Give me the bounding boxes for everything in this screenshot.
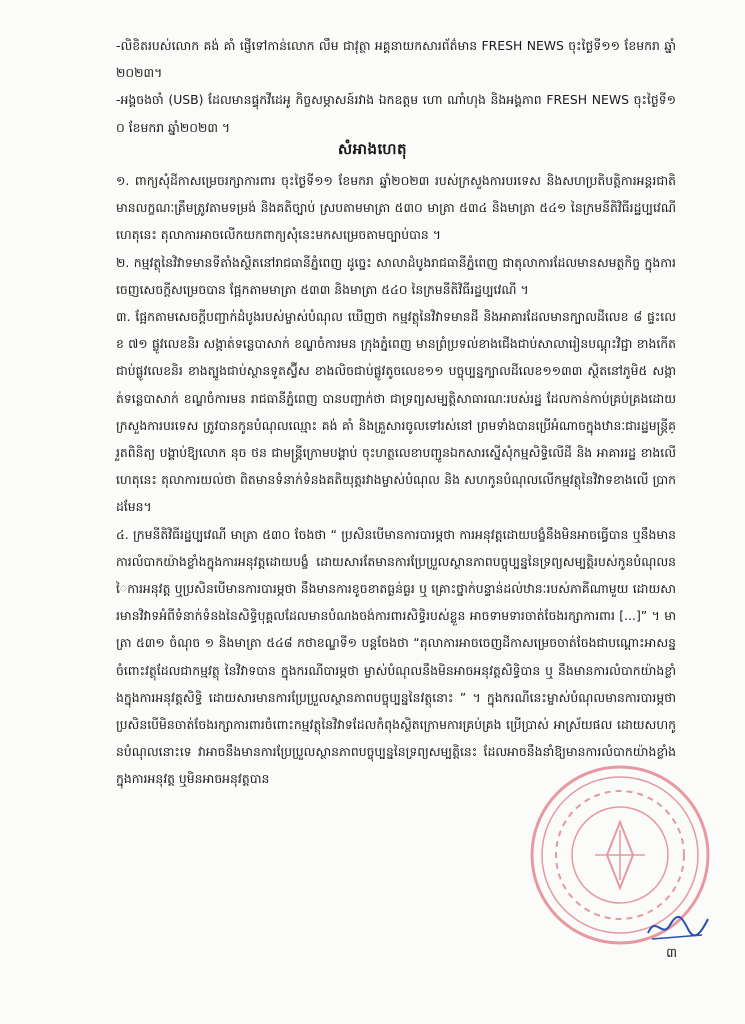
page-number: ៣ [666,946,678,961]
signature-mark [642,905,712,945]
reasoning-paragraph-2: ២. កម្មវត្ថុនៃវិវាទមានទីតាំងស្ថិតនៅរាជធានីភ្នំពេញ ដូច្នេះ សាលាដំបូងរាជធានីភ្នំពេញ ជាតុលាការដែលមានសមត្ថកិច្ច ក្នុងការចេញសេចក្តីសម្រេចបាន ផ្អែកតាមមាត្រា ៥៣៣ និងមាត្រា ៥៤០ នៃក្រមនីតិវិធីរដ្ឋប្បវេណី ។ [116,254,676,297]
evidence-item-usb: -អង្គចងចាំ (USB) ដែលមានផ្ទុកវីដេអូ កិច្ចសម្ភាសន៍រវាង ឯកឧត្តម ហោ ណាំហុង និងអង្គភាព FRESH NEWS ចុះថ្ងៃទី១០ ខែមករា ឆ្នាំ២០២៣ ។ [116,92,676,135]
evidence-list [116,32,676,141]
reasoning-paragraph-3: ៣. ផ្អែកតាមសេចក្តីបញ្ជាក់ដំបូងរបស់ម្ចាស់បំណុល ឃើញថា កម្មវត្ថុនៃវិវាទមានដី និងអាគារដែលមានក្បាលដីលេខ ៨ ផ្ទះលេខ ៧១ ផ្លូវលេខនិរ សង្កាត់ទន្លេបាសាក់ ខណ្ឌចំការមន ក្រុងភ្នំពេញ មានព្រំប្រទល់ខាងជើងជាប់សាលារៀនបណ្ដុះវិជ្ជា ខាងកើតជាប់ផ្លូវលេខនិរ ខាងត្បូងជាប់ស្ថានទូតស្វ៊ីស ខាងលិចជាប់ផ្លូវតូចលេខ១១ បច្ចុប្បន្នក្បាលដីលេខ១១៣៣ ស្ថិតនៅភូមិ៥ សង្កាត់ទន្លេបាសាក់ ខណ្ឌចំការមន រាជធានីភ្នំពេញ បានបញ្ជាក់ថា ជាទ្រព្យសម្បត្តិសាធារណៈរបស់រដ្ឋ ដែលកាន់កាប់គ្រប់គ្រងដោយក្រសួងការបរទេស ត្រូវបានកូនបំណុលឈ្មោះ គង់ គាំ និងគ្រួសារចូលទៅរស់នៅ ព្រមទាំងបានប្រើអំណាចក្នុងឋានៈជារដ្ឋមន្ត្រីគ្រួតពិនិត្យ បង្គាប់ឱ្យលោក នុច ថន ជាមន្ត្រីក្រោមបង្គាប់ ចុះហត្ថលេខាបញ្ជូនឯកសារស្នើសុំកម្មសិទ្ធិលើដី និង អាគាររដ្ឋ ខាងលើ ហេតុនេះ តុលាការយល់ថា ពិតមានទំនាក់ទំនងគតិយុត្តរវាងម្ចាស់បំណុល និង សហកូនបំណុលលើកម្មវត្ថុនៃវិវាទខាងលើ ប្រាកដមែន។ [116,309,676,515]
reasoning-body [116,167,676,793]
reasoning-paragraph-1: ១. ពាក្យសុំដីកាសម្រេចរក្សាការពារ ចុះថ្ងៃទី១១ ខែមករា ឆ្នាំ២០២៣ របស់ក្រសួងការបរទេស និងសហប្រតិបត្តិការអន្តរជាតិ មានលក្ខណៈត្រឹមត្រូវតាមទម្រង់ និងគតិច្បាប់ ស្របតាមមាត្រា ៥៣០ មាត្រា ៥៣៤ និងមាត្រា ៥៤១ នៃក្រមនីតិវិធីរដ្ឋប្បវេណី ហេតុនេះ តុលាការអាចលើកយកពាក្យសុំនេះមកសម្រេចតាមច្បាប់បាន ។ [116,173,676,243]
reasoning-paragraph-4: ៤. ក្រមនីតិវិធីរដ្ឋប្បវេណី មាត្រា ៥៣០ ចែងថា “ ប្រសិនបើមានការបារម្ភថា ការអនុវត្តដោយបង្ខំនឹងមិនអាចធ្វើបាន ឬនឹងមានការលំបាកយ៉ាងខ្លាំងក្នុងការអនុវត្តដោយបង្ខំ ដោយសារតែមានការប្រែប្រួលស្ថានភាពបច្ចុប្បន្ននៃទ្រព្យសម្បត្តិរបស់កូនបំណុលនៃការអនុវត្ត ឬប្រសិនបើមានការបារម្ភថា នឹងមានការខូចខាតធ្ងន់ធ្ងរ ឬ គ្រោះថ្នាក់បន្ទាន់ដល់ឋានៈរបស់ភាគីណាមួយ ដោយសារមានវិវាទអំពីទំនាក់ទំនងនៃសិទ្ធិបុគ្គលដែលមានបំណងចង់ការពារសិទ្ធិរបស់ខ្លួន អាចទាមទារចាត់ចែងរក្សាការពារ [...]” ។ មាត្រា ៥៣១ ចំណុច ១ និងមាត្រា ៥៤៨ កថាខណ្ឌទី១ បន្តចែងថា “តុលាការអាចចេញដីកាសម្រេចចាត់ចែងជាបណ្តោះអាសន្នចំពោះវត្ថុដែលជាកម្មវត្ថុ នៃវិវាទបាន ក្នុងករណីបារម្ភថា ម្ចាស់បំណុលនឹងមិនអាចអនុវត្តសិទ្ធិបាន ឬ នឹងមានការលំបាកយ៉ាងខ្លាំងក្នុងការអនុវត្តសិទ្ធិ ដោយសារមានការប្រែប្រួលស្ថានភាពបច្ចុប្បន្ននៃវត្ថុនោះ ” ។ ក្នុងករណីនេះម្ចាស់បំណុលមានការបារម្ភថា ប្រសិនបើមិនចាត់ចែងរក្សាការពារចំពោះកម្មវត្ថុនៃវិវាទដែលកំពុងស្ថិតក្រោមការគ្រប់គ្រង ប្រើប្រាស់ អាស្រ័យផល ដោយសហកូនបំណុលនោះទេ វាអាចនឹងមានការប្រែប្រួលស្ថានភាពបច្ចុប្បន្ននៃទ្រព្យសម្បត្តិនេះ ដែលអាចនឹងនាំឱ្យមានការលំបាកយ៉ាងខ្លាំងក្នុងការអនុវត្ត ឬមិនអាចអនុវត្តបាន [116,526,676,787]
section-heading: សំអាងហេតុ [337,140,408,158]
evidence-item-letter: -លិខិតរបស់លោក គង់ គាំ ផ្ញើទៅកាន់លោក លឹម ជាវុត្ថា អគ្គនាយកសារព័ត៌មាន FRESH NEWS ចុះថ្ងៃទី១១ ខែមករា ឆ្នាំ២០២៣។ [116,38,676,81]
